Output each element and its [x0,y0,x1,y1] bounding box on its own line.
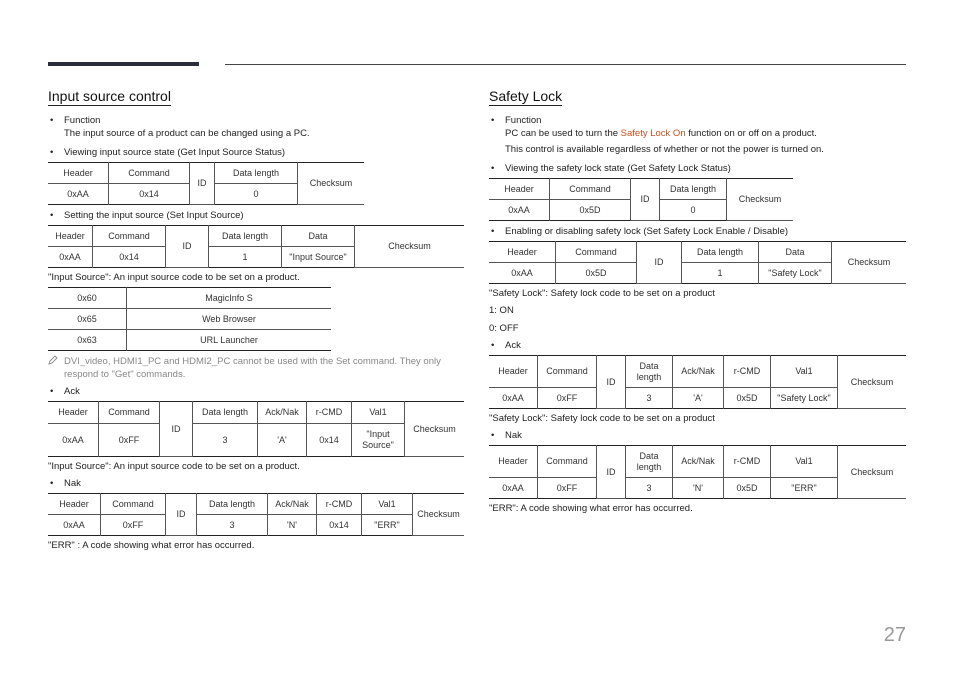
ack-note: "Input Source": An input source code to be set on a product. [48,461,300,472]
table-cell: 0 [215,184,298,205]
safety-lock-on-highlight: Safety Lock On [620,128,686,139]
table-cell: Checksum [405,402,465,457]
table-cell: 0xAA [48,247,93,268]
set-note: "Safety Lock": Safety lock code to be set on a product [489,288,715,299]
table-cell: Header [48,226,93,247]
table-cell: Data length [682,242,759,263]
function-label: • Function [48,114,464,127]
table-cell: "ERR" [362,515,413,536]
table-cell: Web Browser [127,309,332,330]
table-cell: Header [48,402,99,424]
table-cell: ID [637,242,682,284]
table-cell: 0x14 [93,247,166,268]
table-cell: Header [489,242,556,263]
table-cell: Header [489,446,538,478]
set-input-table [48,225,464,268]
safety-lock-section [489,88,906,515]
table-cell: Data length [660,179,727,200]
table-cell: Command [101,494,166,515]
table-cell: 0xAA [48,184,109,205]
table-cell: Command [99,402,160,424]
table-cell: Header [48,163,109,184]
table-cell: 0x63 [48,330,127,351]
table-cell: 1 [209,247,282,268]
function-label: • Function [489,114,906,127]
nak-table [48,493,464,536]
memo-note [48,355,464,381]
table-cell: Checksum [355,226,465,268]
nak-label: • Nak [489,429,906,442]
table-cell: "ERR" [771,478,838,499]
table-cell: 3 [193,424,258,457]
table-cell: r-CMD [724,446,771,478]
table-cell: Checksum [838,356,907,409]
table-cell: Data length [193,402,258,424]
function-desc: PC can be used to turn the Safety Lock On function on or off on a product. [505,128,817,139]
table-cell: Data [759,242,832,263]
table-cell: Checksum [838,446,907,499]
set-label: • Enabling or disabling safety lock (Set Safety Lock Enable / Disable) [489,225,906,238]
table-cell: "Input Source" [282,247,355,268]
table-cell: Command [538,446,597,478]
table-cell: Data length [215,163,298,184]
table-cell: 0xAA [48,424,99,457]
nak-note: "ERR": A code showing what error has occurred. [489,503,693,514]
table-cell: 0xAA [489,263,556,284]
table-cell: 0x65 [48,309,127,330]
table-cell: "Safety Lock" [759,263,832,284]
table-cell: 'N' [673,478,724,499]
table-cell: ID [190,163,215,205]
table-cell: "Safety Lock" [771,388,838,409]
table-cell: r-CMD [317,494,362,515]
table-cell: 0xAA [489,478,538,499]
table-cell: 3 [197,515,268,536]
table-cell: 3 [626,478,673,499]
table-cell: 0xAA [48,515,101,536]
off-value: 0: OFF [489,323,519,334]
table-cell: Data length [209,226,282,247]
table-cell: Val1 [771,446,838,478]
nak-table [489,445,906,499]
table-cell: Command [538,356,597,388]
table-cell: 0xFF [538,388,597,409]
table-cell: ID [597,446,626,499]
table-cell: ID [166,494,197,536]
page-number: 27 [883,624,906,646]
ack-label: • Ack [489,339,906,352]
memo-text: DVI_video, HDMI1_PC and HDMI2_PC cannot be used with the Set command. They only respond to "Get" commands. [64,356,441,380]
table-cell: 'A' [258,424,307,457]
table-cell: 0x5D [724,388,771,409]
table-cell: Checksum [298,163,365,205]
set-safety-table [489,241,906,284]
table-cell: Command [556,242,637,263]
ack-note: "Safety Lock": Safety lock code to be set on a product [489,413,715,424]
table-cell: 0x5D [556,263,637,284]
table-cell: 0xFF [538,478,597,499]
table-cell: Ack/Nak [268,494,317,515]
table-cell: 0xFF [101,515,166,536]
set-note: "Input Source": An input source code to be set on a product. [48,272,300,283]
input-code-table [48,287,331,351]
get-safety-table [489,178,793,221]
table-cell: URL Launcher [200,334,258,345]
table-cell: Command [109,163,190,184]
table-cell: Val1 [362,494,413,515]
table-cell: Command [93,226,166,247]
table-cell: ID [597,356,626,409]
table-cell: 0xAA [489,200,550,221]
function-desc: The input source of a product can be changed using a PC. [64,128,310,139]
table-cell: Ack/Nak [258,402,307,424]
table-cell: Val1 [771,356,838,388]
table-cell: Val1 [352,402,405,424]
table-cell: 'A' [673,388,724,409]
table-cell: 0xFF [99,424,160,457]
table-cell: ID [631,179,660,221]
table-cell: 3 [626,388,673,409]
table-cell: Ack/Nak [673,446,724,478]
table-cell: Command [550,179,631,200]
table-cell: MagicInfo S [127,288,332,309]
table-cell: "Input Source" [352,424,405,457]
get-label: • Viewing the safety lock state (Get Safety Lock Status) [489,162,906,175]
table-cell: Header [489,356,538,388]
input-source-section [48,88,464,552]
nak-label: • Nak [48,477,464,490]
table-cell: Checksum [832,242,907,284]
function-desc-2: This control is available regardless of whether or not the power is turned on. [505,144,824,155]
table-cell: 0x60 [48,288,127,309]
get-label: • Viewing input source state (Get Input Source Status) [48,146,464,159]
table-cell: 0xAA [489,388,538,409]
table-cell: 0 [660,200,727,221]
table-cell: Data length [626,356,673,388]
table-cell: Data length [626,446,673,478]
table-cell: Data length [197,494,268,515]
table-cell: 0x5D [724,478,771,499]
table-cell: 0x14 [317,515,362,536]
table-cell: Data [282,226,355,247]
table-cell: Checksum [727,179,794,221]
table-cell: Header [48,494,101,515]
table-cell: 0x5D [550,200,631,221]
header-rule-thin [225,64,906,65]
ack-table [489,355,906,409]
table-cell: 0x14 [307,424,352,457]
ack-label: • Ack [48,385,464,398]
table-cell: 1 [682,263,759,284]
header-rule-thick [48,62,199,66]
table-cell: Header [489,179,550,200]
set-label: • Setting the input source (Set Input Source) [48,209,464,222]
on-value: 1: ON [489,305,514,316]
section-title: Input source control [48,88,171,104]
table-cell: 0x14 [109,184,190,205]
nak-note: "ERR" : A code showing what error has occurred. [48,540,255,551]
get-input-table [48,162,364,205]
table-cell: r-CMD [724,356,771,388]
table-cell: r-CMD [307,402,352,424]
table-cell: ID [166,226,209,268]
table-cell: ID [160,402,193,457]
ack-table [48,401,464,457]
pencil-icon [48,355,58,365]
table-cell: Checksum [413,494,465,536]
table-cell: 'N' [268,515,317,536]
section-title: Safety Lock [489,88,563,104]
table-cell: Ack/Nak [673,356,724,388]
